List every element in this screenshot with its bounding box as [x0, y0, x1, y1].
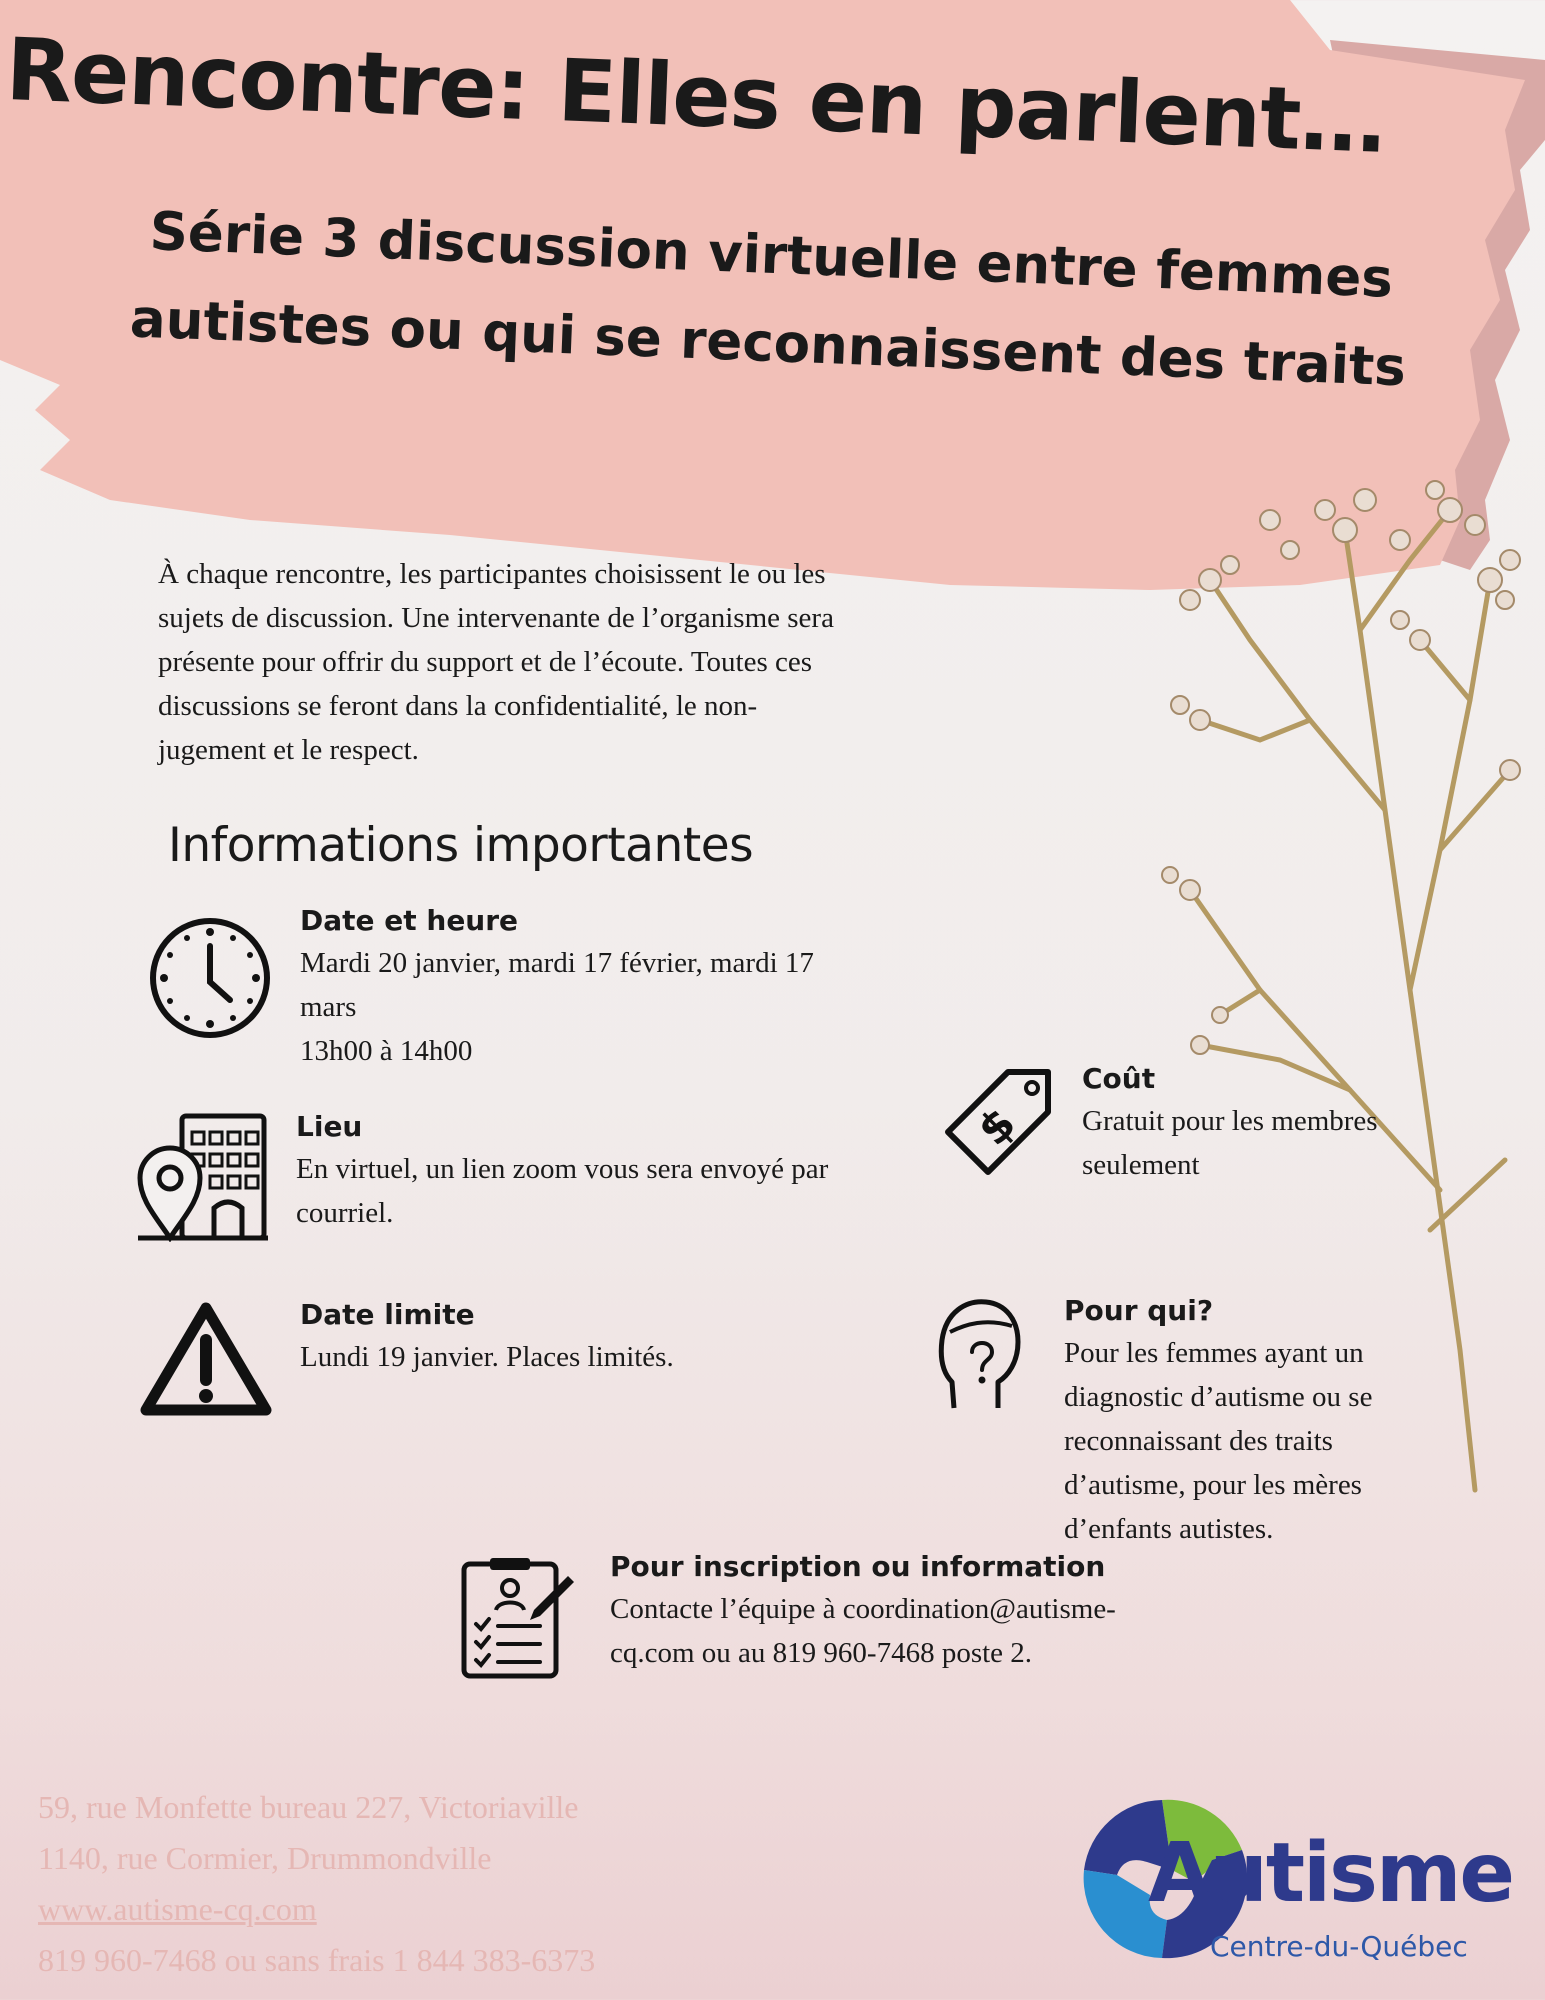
info-heading: Informations importantes [168, 818, 754, 873]
lieu-text: En virtuel, un lien zoom vous sera envoyé par courriel. [296, 1153, 829, 1229]
intro-paragraph: À chaque rencontre, les participantes choisissent le ou les sujets de discussion. Une intervenante de l’organisme sera présente pour offrir du support et de l’écoute. Toutes ces discussions se feront dans la confidentialité, le non-jugement et le respect. [158, 558, 834, 766]
address-victoriaville: 59, rue Monfette bureau 227, Victoriaville [38, 1789, 579, 1825]
cout-label: Coût [1082, 1062, 1156, 1095]
clock-icon [148, 916, 272, 1040]
head-question-icon [936, 1296, 1022, 1414]
lieu-block [296, 1110, 836, 1235]
phone-numbers: 819 960-7468 ou sans frais 1 844 383-6373 [38, 1942, 596, 1978]
date-block [300, 904, 840, 1073]
logo-wordmark: Autisme [1148, 1826, 1514, 1921]
cout-text: Gratuit pour les membres seulement [1082, 1105, 1378, 1181]
limite-block [300, 1298, 820, 1379]
footer-address [38, 1782, 758, 1986]
website-link[interactable]: www.autisme-cq.com [38, 1891, 317, 1927]
pour-qui-label: Pour qui? [1064, 1294, 1214, 1327]
inscription-label: Pour inscription ou information [610, 1550, 1106, 1583]
inscription-block [610, 1550, 1170, 1675]
price-tag-icon [938, 1066, 1054, 1182]
building-location-icon [136, 1112, 270, 1242]
lieu-label: Lieu [296, 1110, 363, 1143]
cout-block [1082, 1062, 1422, 1187]
address-drummondville: 1140, rue Cormier, Drummondville [38, 1840, 492, 1876]
inscription-text: Contacte l’équipe à coordination@autisme-cq.com ou au 819 960-7468 poste 2. [610, 1593, 1116, 1669]
date-text: Mardi 20 janvier, mardi 17 février, mardi 17 mars [300, 947, 814, 1023]
limite-label: Date limite [300, 1298, 475, 1331]
page-subtitle: Série 3 discussion virtuelle entre femmes autistes ou qui se reconnaissent des traits [128, 201, 1407, 399]
svg-text:$: $ [968, 1098, 1026, 1156]
pour-qui-text: Pour les femmes ayant un diagnostic d’autisme ou se reconnaissant des traits d’autisme, pour les mères d’enfants autistes. [1064, 1337, 1373, 1545]
limite-text: Lundi 19 janvier. Places limités. [300, 1341, 674, 1373]
pour-qui-block [1064, 1294, 1424, 1551]
logo-subtitle: Centre-du-Québec [1210, 1930, 1468, 1963]
clipboard-checklist-icon [460, 1556, 578, 1680]
warning-icon [140, 1300, 272, 1416]
date-label: Date et heure [300, 904, 519, 937]
page-title: Rencontre: Elles en parlent… [4, 20, 1388, 173]
time-text: 13h00 à 14h00 [300, 1035, 473, 1067]
